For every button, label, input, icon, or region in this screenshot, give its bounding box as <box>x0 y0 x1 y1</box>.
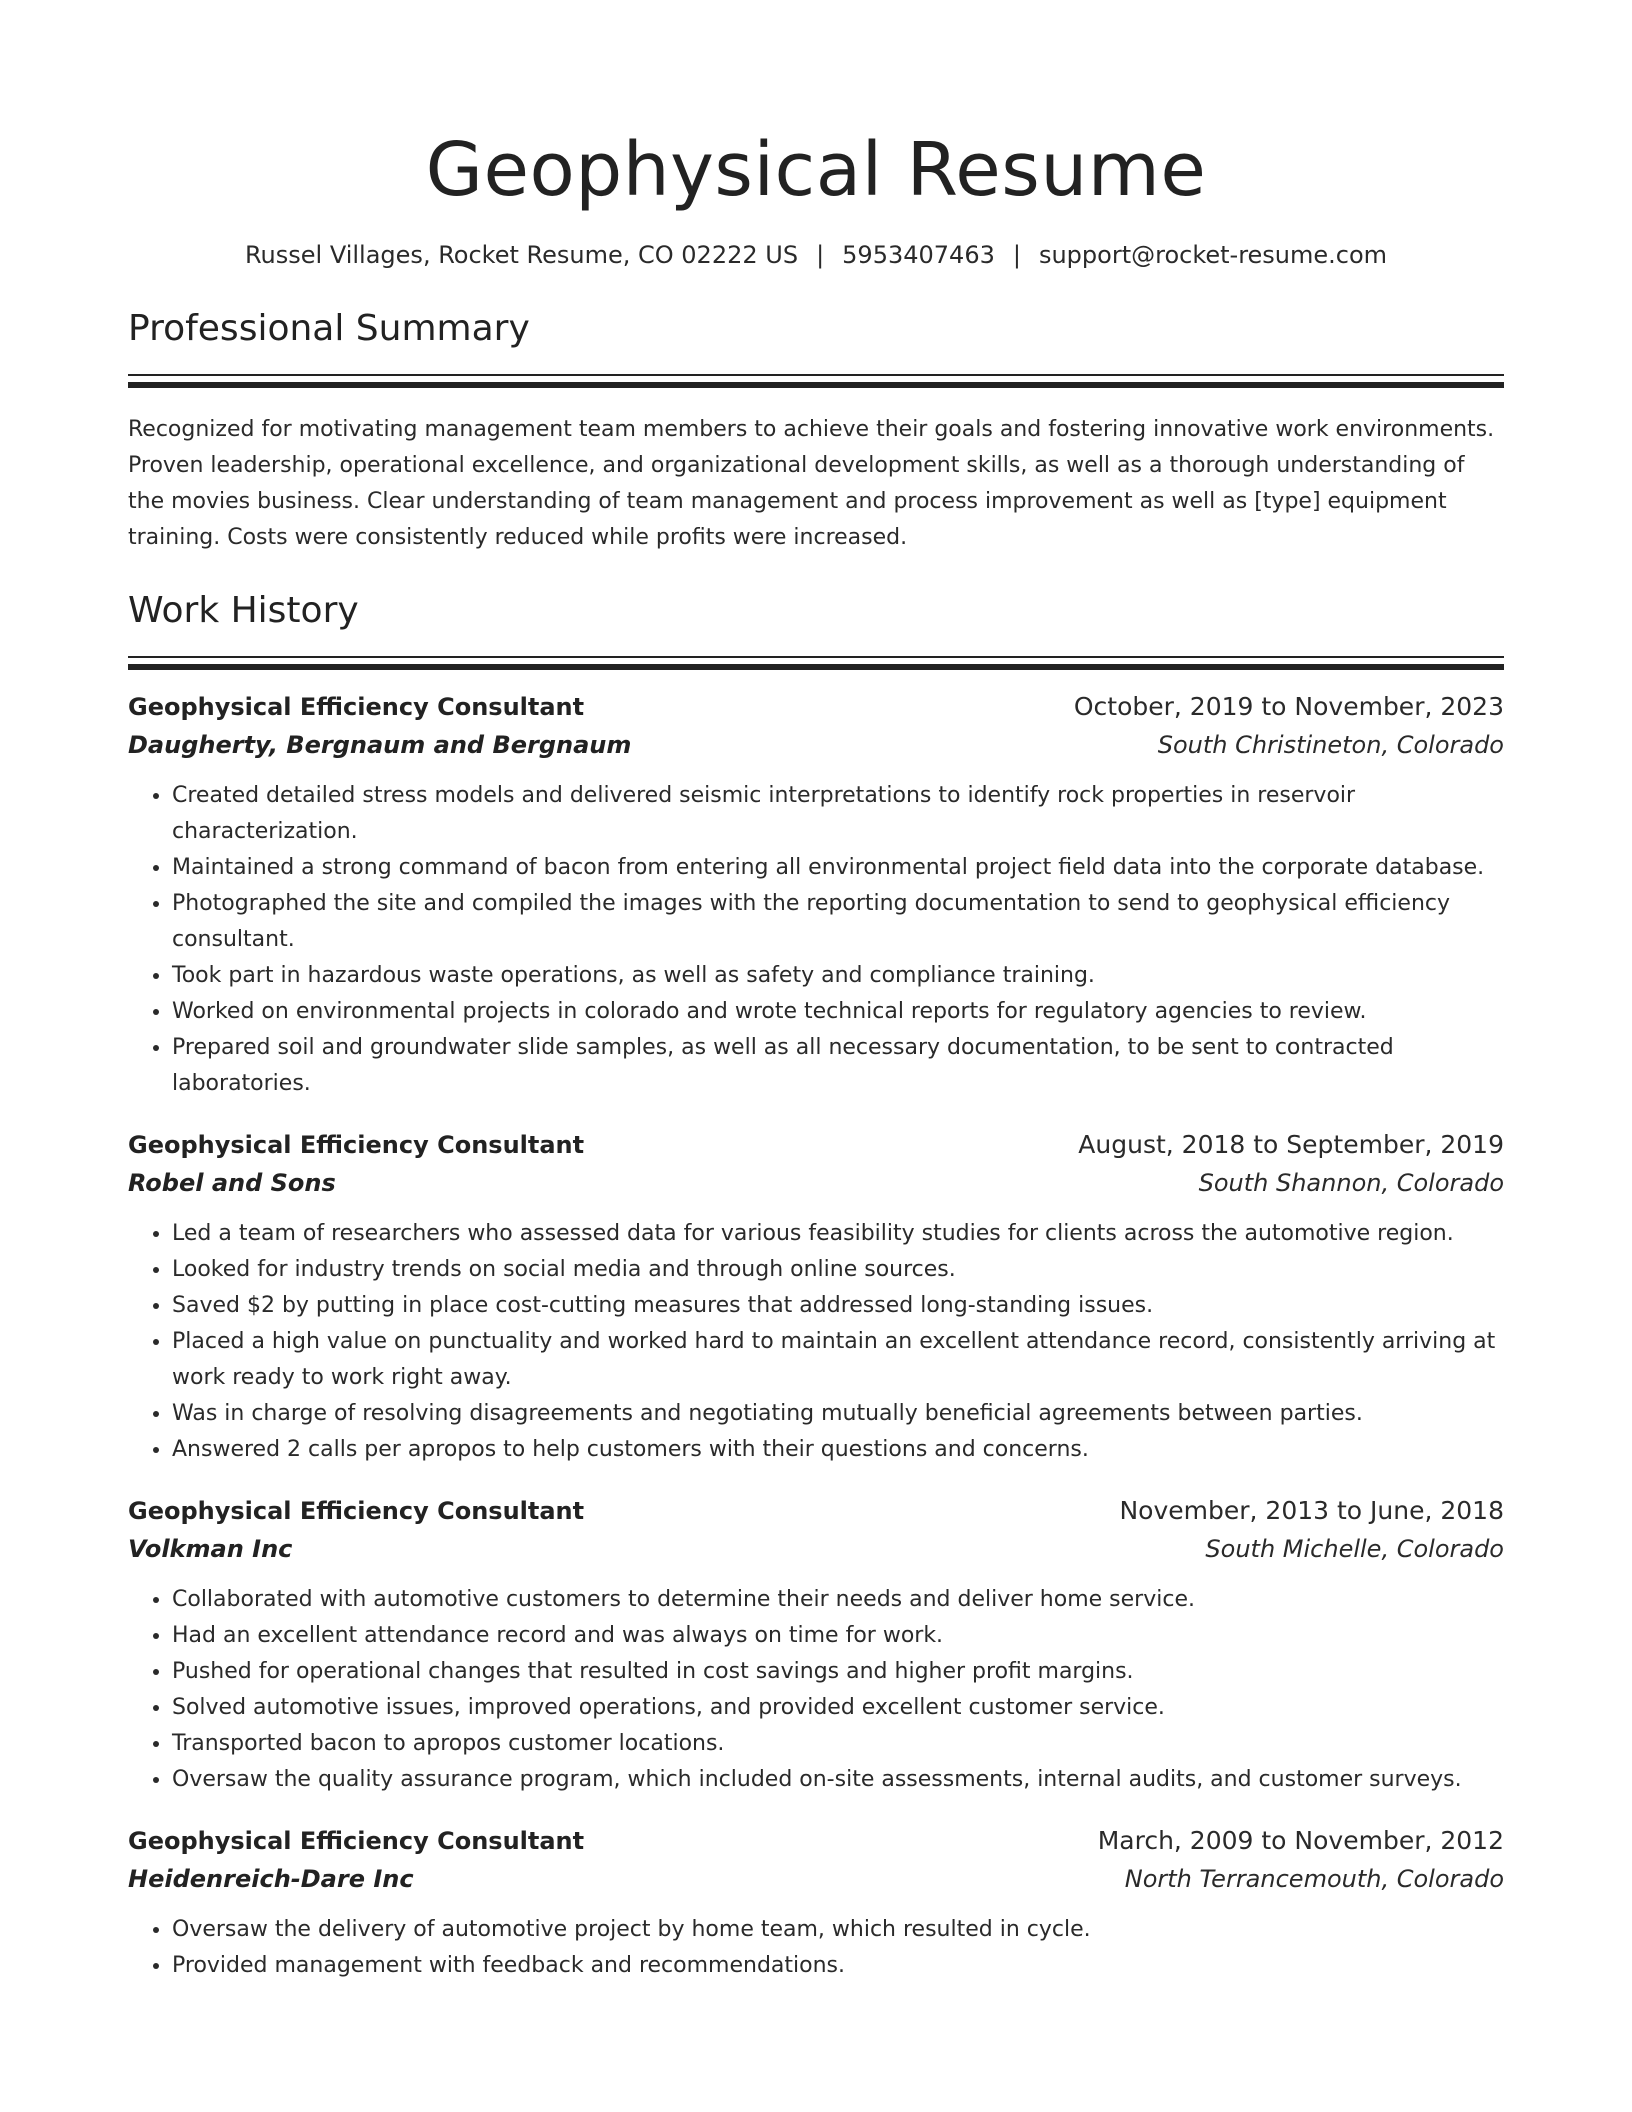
job-dates: November, 2013 to June, 2018 <box>1119 1496 1504 1525</box>
contact-line <box>128 238 1504 272</box>
job-company: Volkman Inc <box>128 1535 293 1563</box>
job-entry <box>128 1822 1504 1984</box>
job-location: South Christineton, Colorado <box>1157 731 1504 759</box>
job-title: Geophysical Efficiency Consultant <box>128 693 585 721</box>
job-bullet: • Photographed the site and compiled the images with the reporting documentation to send to geophysical efficiency consultant. <box>172 886 1504 958</box>
job-header-row <box>128 1492 1504 1530</box>
job-title: Geophysical Efficiency Consultant <box>128 1497 585 1525</box>
job-entry <box>128 1126 1504 1468</box>
resume-page <box>128 0 1504 1984</box>
job-dates: August, 2018 to September, 2019 <box>1078 1130 1504 1159</box>
resume-title: Geophysical Resume <box>425 127 1207 213</box>
job-dates: October, 2019 to November, 2023 <box>1073 692 1504 721</box>
job-bullet: • Oversaw the quality assurance program, which included on-site assessments, internal audits, and customer surveys. <box>172 1762 1504 1798</box>
job-bullet: • Had an excellent attendance record and was always on time for work. <box>172 1618 1504 1654</box>
job-bullet: • Provided management with feedback and recommendations. <box>172 1948 1504 1984</box>
job-bullet: • Pushed for operational changes that resulted in cost savings and higher profit margins. <box>172 1654 1504 1690</box>
job-entry <box>128 1492 1504 1798</box>
job-bullet: • Created detailed stress models and delivered seismic interpretations to identify rock properties in reservoir characterization. <box>172 778 1504 850</box>
contact-separator: | <box>816 241 825 269</box>
contact-email: support@rocket-resume.com <box>1038 241 1388 269</box>
job-company: Daugherty, Bergnaum and Bergnaum <box>128 731 632 759</box>
job-bullet-list <box>128 1216 1504 1468</box>
job-bullet: • Saved $2 by putting in place cost-cutting measures that addressed long-standing issues. <box>172 1288 1504 1324</box>
job-bullet-list <box>128 778 1504 1102</box>
job-bullet: • Answered 2 calls per apropos to help customers with their questions and concerns. <box>172 1432 1504 1468</box>
job-title: Geophysical Efficiency Consultant <box>128 1827 585 1855</box>
job-bullet: • Solved automotive issues, improved operations, and provided excellent customer service. <box>172 1690 1504 1726</box>
job-bullet: • Worked on environmental projects in colorado and wrote technical reports for regulatory agencies to review. <box>172 994 1504 1030</box>
job-bullet: • Led a team of researchers who assessed data for various feasibility studies for clients across the automotive region. <box>172 1216 1504 1252</box>
contact-separator: | <box>1012 241 1021 269</box>
job-bullet: • Transported bacon to apropos customer locations. <box>172 1726 1504 1762</box>
job-bullet: • Took part in hazardous waste operations, as well as safety and compliance training. <box>172 958 1504 994</box>
job-location: South Michelle, Colorado <box>1205 1535 1504 1563</box>
job-bullet: • Collaborated with automotive customers to determine their needs and deliver home service. <box>172 1582 1504 1618</box>
job-employer-row <box>128 1860 1504 1898</box>
job-bullet: • Prepared soil and groundwater slide samples, as well as all necessary documentation, to be sent to contracted laboratories. <box>172 1030 1504 1102</box>
job-company: Heidenreich-Dare Inc <box>128 1865 414 1893</box>
job-location: North Terrancemouth, Colorado <box>1124 1865 1504 1893</box>
job-bullet: • Looked for industry trends on social media and through online sources. <box>172 1252 1504 1288</box>
job-bullet-list <box>128 1582 1504 1798</box>
contact-address: Russel Villages, Rocket Resume, CO 02222 US <box>244 241 799 269</box>
job-entry <box>128 668 1504 1102</box>
job-employer-row <box>128 1530 1504 1568</box>
job-header-row <box>128 688 1504 726</box>
job-company: Robel and Sons <box>128 1169 336 1197</box>
job-header-row <box>128 1126 1504 1164</box>
section-heading-work-history: Work History <box>128 590 359 631</box>
job-bullet: • Placed a high value on punctuality and worked hard to maintain an excellent attendance record, consistently arriving at work ready to work right away. <box>172 1324 1504 1396</box>
work-history-section <box>128 586 1504 1984</box>
job-employer-row <box>128 1164 1504 1202</box>
job-bullet: • Was in charge of resolving disagreements and negotiating mutually beneficial agreements between parties. <box>172 1396 1504 1432</box>
summary-section <box>128 304 1504 556</box>
summary-text: Recognized for motivating management team members to achieve their goals and fostering innovative work environments. Proven leadership, operational excellence, and organizational development skills, as well as a thorough understanding of the movies business. Clear understanding of team management and process improvement as well as [type] equipment training. Costs were consistently reduced while profits were increased. <box>128 417 1495 550</box>
job-bullet: • Maintained a strong command of bacon from entering all environmental project field data into the corporate database. <box>172 850 1504 886</box>
job-header-row <box>128 1822 1504 1860</box>
job-location: South Shannon, Colorado <box>1198 1169 1504 1197</box>
job-bullet: • Oversaw the delivery of automotive project by home team, which resulted in cycle. <box>172 1912 1504 1948</box>
section-divider <box>128 374 1504 386</box>
contact-phone: 5953407463 <box>842 241 995 269</box>
job-dates: March, 2009 to November, 2012 <box>1097 1826 1504 1855</box>
job-employer-row <box>128 726 1504 764</box>
job-bullet-list <box>128 1912 1504 1984</box>
job-title: Geophysical Efficiency Consultant <box>128 1131 585 1159</box>
section-divider <box>128 656 1504 668</box>
section-heading-summary: Professional Summary <box>128 308 530 349</box>
